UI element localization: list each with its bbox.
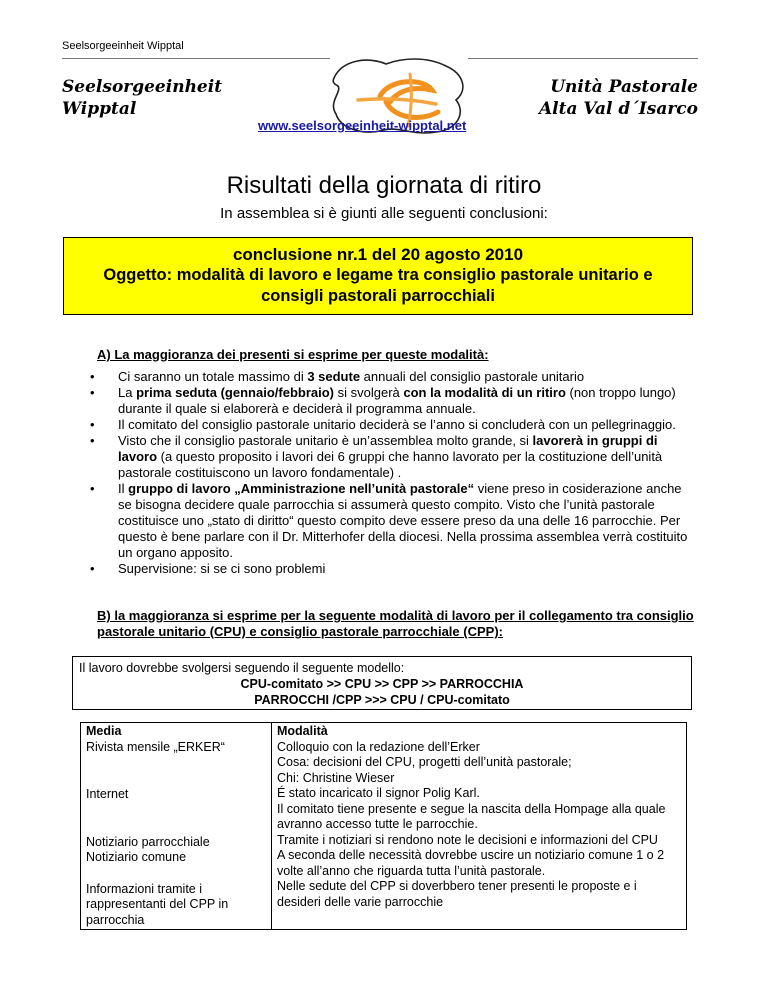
section-b-heading-line: pastorale unitario (CPU) e consiglio pastorale parrocchiale (CPP): — [97, 624, 503, 639]
modalita-column — [272, 723, 687, 930]
bullet-icon: • — [90, 369, 95, 384]
list-item — [88, 417, 688, 433]
section-a-heading: A) La maggioranza dei presenti si esprime per queste modalità: — [97, 347, 489, 362]
bullet-icon: • — [90, 481, 95, 496]
org-name-line: Wipptal — [62, 99, 137, 119]
text: (non troppo lungo) durante il quale si elaborerà e deciderà il programma annuale. — [118, 385, 676, 416]
table-row — [81, 723, 687, 930]
org-name-line: Alta Val d´Isarco — [538, 99, 698, 119]
org-name-italian — [539, 76, 698, 120]
org-name-line: Seelsorgeeinheit — [62, 77, 223, 97]
bold-text: con la modalità di un ritiro — [403, 385, 566, 400]
modalita-header: Modalità — [277, 724, 328, 738]
modalita-cell-line: desideri delle varie parrocchie — [277, 894, 444, 909]
text: Il comitato del consiglio pastorale unitario deciderà se l’anno si concluderà con un pellegrinaggio. — [118, 417, 676, 432]
list-item — [88, 369, 688, 385]
conclusion-box — [63, 237, 693, 315]
text: viene preso in cosiderazione anche se bisogna decidere quale parrocchia si assumerà questo compito. Visto che l’unità pastorale costituisce uno „stato di diritto“ questo compito deve essere preso da una delle 16 parrocchie. Per questo è bene parlare con il Dr. Mitterhofer della diocesi. Nella prossima assemblea verrà costituito un organo apposito. — [118, 481, 688, 560]
modalita-cell-line: Chi: Christine Wieser — [277, 770, 395, 785]
media-column — [81, 723, 272, 930]
running-header: Seelsorgeeinheit Wipptal — [62, 40, 184, 52]
modalita-cell-line: Il comitato tiene presente e segue la nascita della Hompage alla quale — [277, 801, 666, 816]
media-cell-line: parrocchia — [86, 912, 145, 927]
bullet-icon: • — [90, 433, 95, 448]
text: Il — [118, 481, 129, 496]
model-intro: Il lavoro dovrebbe svolgersi seguendo il seguente modello: — [79, 661, 405, 675]
modalita-cell-line: Colloquio con la redazione dell’Erker — [277, 739, 480, 754]
media-cell-line: Internet — [86, 787, 129, 801]
model-flow-down: CPU-comitato >> CPU >> CPP >> PARROCCHIA — [240, 677, 524, 691]
media-cell-line: rappresentanti del CPP in — [86, 897, 229, 911]
modalita-cell-line: Nelle sedute del CPP si doverbbero tener presenti le proposte e i — [277, 879, 637, 893]
modalita-cell-line: avranno accesso tutte le parrocchie. — [277, 817, 478, 831]
list-item — [88, 433, 688, 481]
text: annuali del consiglio pastorale unitario — [360, 369, 585, 384]
list-item — [88, 481, 688, 561]
media-cell-line — [86, 819, 266, 835]
text: Visto che il consiglio pastorale unitario è un’assemblea molto grande, si — [118, 433, 533, 448]
media-header: Media — [86, 724, 122, 738]
text: (a questo proposito i lavori dei 6 gruppi che hanno lavorato per la costituzione dell’unità pastorale costituiscono un lavoro fondamentale) . — [118, 449, 663, 480]
model-flow-up: PARROCCHI /CPP >>> CPU / CPU-comitato — [254, 693, 510, 707]
org-name-german — [62, 76, 222, 120]
section-b-heading — [97, 608, 697, 640]
media-cell-line: Informazioni tramite i — [86, 881, 203, 896]
bullet-icon: • — [90, 417, 95, 432]
media-table — [80, 722, 687, 930]
section-a-list — [88, 369, 688, 577]
media-cell-line — [86, 755, 266, 771]
modalita-cell-line: Tramite i notiziari si rendono note le decisioni e informazioni del CPU — [277, 832, 658, 847]
bold-text: gruppo di lavoro „Amministrazione nell’unità pastorale“ — [128, 481, 475, 496]
text: La — [118, 385, 137, 400]
model-box — [72, 656, 692, 710]
conclusion-number: conclusione nr.1 del 20 agosto 2010 — [232, 245, 524, 264]
text: Supervisione: si se ci sono problemi — [118, 561, 326, 576]
bold-text: lavorerà in gruppi di lavoro — [118, 433, 658, 464]
list-item — [88, 561, 688, 577]
bold-text: 3 sedute — [307, 369, 361, 384]
website-link[interactable]: www.seelsorgeeinheit-wipptal.net — [258, 118, 467, 133]
list-item — [88, 385, 688, 417]
modalita-cell-line: Cosa: decisioni del CPU, progetti dell’unità pastorale; — [277, 755, 572, 769]
header-divider-left — [62, 58, 330, 59]
text: si svolgerà — [334, 385, 404, 400]
page-title: Risultati della giornata di ritiro — [226, 172, 542, 199]
bullet-icon: • — [90, 385, 95, 400]
media-cell-line: Notiziario comune — [86, 850, 187, 864]
org-name-line: Unità Pastorale — [550, 77, 698, 97]
conclusion-subject: Oggetto: modalità di lavoro e legame tra consiglio pastorale unitario e — [103, 266, 653, 284]
media-cell-line — [86, 803, 266, 819]
modalita-cell-line: É stato incaricato il signor Polig Karl. — [277, 786, 480, 800]
media-cell-line: Notiziario parrocchiale — [86, 834, 210, 849]
media-cell-line — [86, 771, 266, 787]
modalita-cell-line: A seconda delle necessità dovrebbe uscire un notiziario comune 1 o 2 — [277, 848, 665, 862]
media-cell-line — [86, 866, 266, 882]
modalita-cell-line — [277, 910, 681, 926]
bullet-icon: • — [90, 561, 95, 576]
media-cell-line: Rivista mensile „ERKER“ — [86, 739, 225, 754]
page-subtitle: In assemblea si è giunti alle seguenti conclusioni: — [220, 205, 548, 222]
modalita-cell-line: volte all’anno che riguarda tutta l’unità pastorale. — [277, 863, 546, 878]
header-divider-right — [468, 58, 698, 59]
conclusion-subject-cont: consigli pastorali parrocchiali — [261, 287, 495, 305]
bold-text: prima seduta (gennaio/febbraio) — [136, 385, 334, 400]
section-b-heading-line: B) la maggioranza si esprime per la seguente modalità di lavoro per il collegamento tra consiglio — [97, 608, 694, 623]
text: Ci saranno un totale massimo di — [118, 369, 308, 384]
